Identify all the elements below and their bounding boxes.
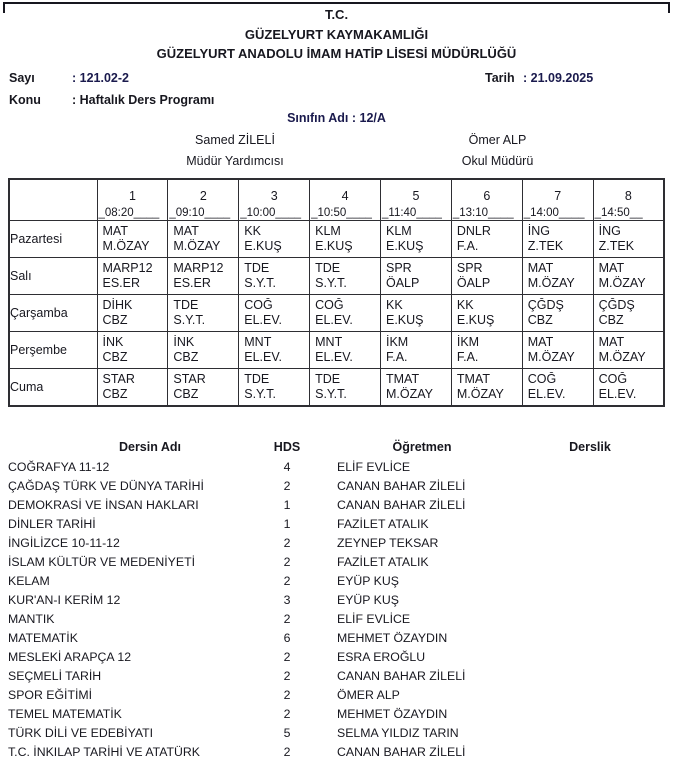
lesson-cell — [451, 332, 522, 369]
course-teacher: ELİF EVLİCE — [337, 611, 411, 626]
course-teacher: SELMA YILDIZ TARIN — [337, 725, 459, 740]
lesson-code: TMAT — [456, 372, 490, 386]
period-header-cell — [239, 179, 310, 221]
lesson-cell — [451, 221, 522, 258]
lesson-teacher: EL.EV. — [598, 387, 637, 401]
lesson-teacher: S.Y.T. — [315, 276, 347, 290]
principal-block — [400, 130, 595, 172]
period-header-cell — [97, 179, 168, 221]
vice-principal-name: Samed ZİLELİ — [195, 133, 275, 147]
lesson-cell — [97, 295, 168, 332]
lesson-teacher: S.Y.T. — [173, 313, 206, 327]
lesson-code: MAT — [102, 224, 128, 238]
lesson-code: TDE — [315, 261, 341, 275]
lesson-code: İNK — [102, 335, 124, 349]
course-row — [0, 609, 673, 628]
course-row — [0, 571, 673, 590]
course-teacher: EYÜP KUŞ — [337, 592, 399, 607]
vice-principal-title: Müdür Yardımcısı — [186, 154, 284, 168]
period-number: 5 — [412, 189, 420, 203]
tarih-label: Tarih — [485, 71, 515, 85]
lesson-cell — [593, 258, 664, 295]
course-name: COĞRAFYA 11-12 — [8, 459, 110, 474]
letterhead — [0, 5, 673, 64]
principal-title: Okul Müdürü — [461, 154, 534, 168]
konu-value: : Haftalık Ders Programı — [72, 93, 215, 107]
course-teacher: ÖMER ALP — [337, 687, 400, 702]
period-header-cell — [522, 179, 593, 221]
course-name: KELAM — [8, 573, 50, 588]
course-hds: 4 — [283, 459, 291, 474]
lesson-cell — [310, 369, 381, 407]
course-teacher: FAZİLET ATALIK — [337, 516, 429, 531]
course-list-headers — [0, 437, 673, 457]
course-hds: 3 — [283, 592, 291, 607]
lesson-teacher: F.A. — [456, 350, 479, 364]
lesson-code: TDE — [244, 261, 270, 275]
lesson-code: KLM — [386, 224, 412, 238]
lesson-code: MNT — [315, 335, 343, 349]
course-name: MATEMATİK — [8, 630, 78, 645]
lesson-code: COĞ — [598, 372, 628, 386]
course-teacher: FAZİLET ATALIK — [337, 554, 429, 569]
period-header-cell — [381, 179, 452, 221]
lesson-code: ÇĞDŞ — [527, 298, 564, 312]
authority-line: GÜZELYURT KAYMAKAMLIĞI — [244, 26, 429, 42]
lesson-teacher: E.KUŞ — [456, 313, 495, 327]
course-row — [0, 742, 673, 761]
tarih-value: : 21.09.2025 — [523, 71, 594, 85]
republic-line: T.C. — [324, 7, 349, 22]
timetable-corner-cell — [9, 179, 97, 221]
course-row — [0, 457, 673, 476]
lesson-code: TMAT — [386, 372, 420, 386]
course-hds: 2 — [283, 478, 291, 493]
course-hds: 2 — [283, 706, 291, 721]
lesson-teacher: CBZ — [173, 387, 199, 401]
lesson-cell — [239, 221, 310, 258]
lesson-teacher: F.A. — [456, 239, 479, 253]
weekly-timetable — [8, 178, 665, 407]
lesson-teacher: CBZ — [598, 313, 624, 327]
course-hds: 2 — [283, 687, 291, 702]
day-row — [9, 369, 664, 407]
course-row — [0, 533, 673, 552]
course-teacher: CANAN BAHAR ZİLELİ — [337, 744, 466, 759]
principal-name: Ömer ALP — [468, 133, 527, 147]
lesson-cell — [593, 295, 664, 332]
period-start-time: _09:10____ — [169, 207, 231, 219]
lesson-teacher: M.ÖZAY — [598, 276, 646, 290]
lesson-code: İKM — [456, 335, 480, 349]
course-name: KUR'AN-I KERİM 12 — [8, 592, 121, 607]
lesson-code: İNK — [173, 335, 195, 349]
lesson-teacher: CBZ — [527, 313, 553, 327]
institution-line: GÜZELYURT ANADOLU İMAM HATİP LİSESİ MÜDÜRLÜĞÜ — [156, 46, 517, 61]
lesson-cell — [239, 369, 310, 407]
course-teacher: EYÜP KUŞ — [337, 573, 399, 588]
lesson-code: DİHK — [102, 298, 133, 312]
lesson-teacher: ÖALP — [386, 276, 420, 290]
course-row — [0, 552, 673, 571]
lesson-code: ÇĞDŞ — [598, 298, 635, 312]
lesson-code: TDE — [244, 372, 270, 386]
lesson-cell — [593, 221, 664, 258]
course-teacher: ZEYNEP TEKSAR — [337, 535, 439, 550]
sayi-row — [9, 71, 129, 85]
day-label: Salı — [9, 258, 97, 295]
lesson-teacher: CBZ — [102, 350, 128, 364]
lesson-teacher: EL.EV. — [527, 387, 566, 401]
lesson-code: KLM — [315, 224, 341, 238]
period-number: 2 — [199, 189, 207, 203]
day-row — [9, 258, 664, 295]
teacher-header: Öğretmen — [392, 440, 452, 454]
konu-label: Konu — [9, 93, 41, 107]
period-start-time: _14:00____ — [523, 207, 585, 219]
lesson-cell — [381, 369, 452, 407]
lesson-code: KK — [244, 224, 261, 238]
lesson-cell — [451, 258, 522, 295]
course-hds: 2 — [283, 744, 291, 759]
lesson-code: MAT — [598, 261, 625, 275]
course-row — [0, 514, 673, 533]
lesson-teacher: M.ÖZAY — [527, 350, 575, 364]
course-row — [0, 628, 673, 647]
lesson-code: STAR — [173, 372, 206, 386]
course-list — [0, 437, 673, 761]
lesson-teacher: M.ÖZAY — [598, 350, 646, 364]
course-row — [0, 476, 673, 495]
lesson-teacher: Z.TEK — [527, 239, 564, 253]
period-start-time: _14:50__ — [594, 207, 643, 219]
course-hds: 2 — [283, 573, 291, 588]
day-label: Cuma — [9, 369, 97, 407]
hds-header: HDS — [273, 440, 301, 454]
course-name: SEÇMELİ TARİH — [8, 668, 102, 683]
lesson-code: SPR — [386, 261, 412, 275]
course-name: TEMEL MATEMATİK — [8, 706, 122, 721]
course-hds: 2 — [283, 611, 291, 626]
lesson-code: İKM — [386, 335, 409, 349]
course-teacher: ELİF EVLİCE — [337, 459, 411, 474]
lesson-cell — [97, 258, 168, 295]
konu-row — [9, 93, 214, 107]
tarih-row — [485, 71, 593, 85]
lesson-cell — [310, 295, 381, 332]
course-row — [0, 685, 673, 704]
course-row — [0, 723, 673, 742]
lesson-cell — [168, 295, 239, 332]
lesson-code: KK — [386, 298, 403, 312]
class-name-line: Sınıfın Adı : 12/A — [287, 111, 386, 125]
period-number: 8 — [624, 189, 632, 203]
lesson-teacher: M.ÖZAY — [386, 387, 433, 401]
period-number: 6 — [483, 189, 491, 203]
day-label: Pazartesi — [9, 221, 97, 258]
lesson-teacher: ES.ER — [102, 276, 141, 290]
lesson-teacher: M.ÖZAY — [102, 239, 150, 253]
lesson-teacher: EL.EV. — [244, 313, 283, 327]
lesson-code: İNG — [598, 224, 621, 238]
lesson-teacher: Z.TEK — [598, 239, 635, 253]
lesson-cell — [451, 369, 522, 407]
lesson-cell — [310, 258, 381, 295]
course-row — [0, 495, 673, 514]
course-rows-container — [0, 457, 673, 761]
lesson-teacher: ÖALP — [456, 276, 491, 290]
lesson-code: STAR — [102, 372, 135, 386]
lesson-code: MNT — [244, 335, 272, 349]
period-start-time: _10:00____ — [240, 207, 302, 219]
period-header-cell — [310, 179, 381, 221]
lesson-teacher: F.A. — [386, 350, 408, 364]
lesson-cell — [381, 258, 452, 295]
lesson-code: İNG — [527, 224, 550, 238]
lesson-cell — [168, 332, 239, 369]
lesson-code: TDE — [315, 372, 341, 386]
course-teacher: ESRA EROĞLU — [337, 649, 426, 664]
lesson-teacher: M.ÖZAY — [456, 387, 504, 401]
course-name: ÇAĞDAŞ TÜRK VE DÜNYA TARİHİ — [8, 478, 204, 493]
lesson-cell — [593, 369, 664, 407]
day-row — [9, 221, 664, 258]
course-name: MESLEKİ ARAPÇA 12 — [8, 649, 132, 664]
lesson-code: KK — [456, 298, 474, 312]
course-teacher: CANAN BAHAR ZİLELİ — [337, 497, 466, 512]
lesson-teacher: E.KUŞ — [315, 239, 353, 253]
lesson-code: MAT — [527, 335, 554, 349]
course-name: TÜRK DİLİ VE EDEBİYATI — [8, 725, 154, 740]
lesson-cell — [522, 332, 593, 369]
period-start-time: _10:50____ — [311, 207, 372, 219]
lesson-teacher: CBZ — [102, 313, 128, 327]
course-name: DİNLER TARİHİ — [8, 516, 96, 531]
course-hds: 5 — [283, 725, 291, 740]
lesson-code: TDE — [173, 298, 199, 312]
course-hds: 6 — [283, 630, 291, 645]
period-header-row — [9, 179, 664, 221]
lesson-code: SPR — [456, 261, 483, 275]
lesson-teacher: EL.EV. — [315, 350, 353, 364]
lesson-cell — [239, 258, 310, 295]
lesson-code: COĞ — [527, 372, 557, 386]
lesson-code: COĞ — [315, 298, 344, 312]
lesson-teacher: S.Y.T. — [315, 387, 347, 401]
period-number: 3 — [270, 189, 278, 203]
lesson-cell — [593, 332, 664, 369]
lesson-cell — [522, 295, 593, 332]
course-row — [0, 590, 673, 609]
period-start-time: _08:20____ — [98, 207, 160, 219]
course-teacher: CANAN BAHAR ZİLELİ — [337, 478, 466, 493]
lesson-code: MAT — [173, 224, 199, 238]
lesson-cell — [239, 295, 310, 332]
lesson-code: MAT — [527, 261, 554, 275]
lesson-cell — [97, 369, 168, 407]
lesson-cell — [239, 332, 310, 369]
lesson-teacher: CBZ — [102, 387, 128, 401]
sayi-value: : 121.02-2 — [72, 71, 129, 85]
lesson-code: COĞ — [244, 298, 273, 312]
lesson-teacher: EL.EV. — [244, 350, 283, 364]
period-number: 1 — [128, 189, 136, 203]
period-start-time: _11:40____ — [382, 207, 442, 219]
course-teacher: MEHMET ÖZAYDIN — [337, 630, 448, 645]
course-name: T.C. İNKILAP TARİHİ VE ATATÜRK — [8, 744, 201, 759]
lesson-teacher: CBZ — [173, 350, 199, 364]
lesson-teacher: M.ÖZAY — [173, 239, 221, 253]
course-row — [0, 647, 673, 666]
course-name: MANTIK — [8, 611, 55, 626]
period-header-cell — [168, 179, 239, 221]
lesson-cell — [522, 258, 593, 295]
lesson-teacher: E.KUŞ — [244, 239, 282, 253]
course-row — [0, 666, 673, 685]
course-hds: 2 — [283, 535, 291, 550]
lesson-cell — [168, 369, 239, 407]
course-name-header: Dersin Adı — [118, 440, 182, 454]
lesson-code: MARP12 — [173, 261, 224, 275]
period-number: 4 — [341, 189, 349, 203]
day-label: Çarşamba — [9, 295, 97, 332]
course-row — [0, 704, 673, 723]
lesson-teacher: S.Y.T. — [244, 276, 276, 290]
lesson-teacher: M.ÖZAY — [527, 276, 575, 290]
vice-principal-block — [95, 130, 375, 172]
lesson-cell — [310, 332, 381, 369]
course-hds: 2 — [283, 554, 291, 569]
lesson-teacher: ES.ER — [173, 276, 211, 290]
lesson-teacher: EL.EV. — [315, 313, 353, 327]
lesson-cell — [381, 295, 452, 332]
lesson-teacher: E.KUŞ — [386, 239, 424, 253]
room-header: Derslik — [569, 440, 611, 454]
course-teacher: CANAN BAHAR ZİLELİ — [337, 668, 466, 683]
course-teacher: MEHMET ÖZAYDIN — [337, 706, 448, 721]
course-name: İNGİLİZCE 10-11-12 — [8, 535, 120, 550]
period-start-time: _13:10____ — [452, 207, 514, 219]
course-hds: 1 — [283, 497, 291, 512]
day-row — [9, 295, 664, 332]
course-name: DEMOKRASİ VE İNSAN HAKLARI — [8, 497, 199, 512]
course-hds: 1 — [283, 516, 291, 531]
lesson-teacher: E.KUŞ — [386, 313, 424, 327]
lesson-cell — [97, 221, 168, 258]
course-name: İSLAM KÜLTÜR VE MEDENİYETİ — [8, 554, 195, 569]
lesson-code: DNLR — [456, 224, 491, 238]
period-header-cell — [451, 179, 522, 221]
lesson-cell — [522, 221, 593, 258]
lesson-cell — [381, 332, 452, 369]
lesson-cell — [97, 332, 168, 369]
lesson-cell — [168, 258, 239, 295]
course-name: SPOR EĞİTİMİ — [8, 687, 93, 702]
lesson-code: MAT — [598, 335, 625, 349]
lesson-cell — [381, 221, 452, 258]
sayi-label: Sayı — [9, 71, 35, 85]
day-label: Perşembe — [9, 332, 97, 369]
course-hds: 2 — [283, 649, 291, 664]
lesson-cell — [310, 221, 381, 258]
lesson-teacher: S.Y.T. — [244, 387, 276, 401]
period-number: 7 — [554, 189, 562, 203]
lesson-cell — [168, 221, 239, 258]
lesson-cell — [451, 295, 522, 332]
course-hds: 2 — [283, 668, 291, 683]
lesson-cell — [522, 369, 593, 407]
period-header-cell — [593, 179, 664, 221]
day-row — [9, 332, 664, 369]
lesson-code: MARP12 — [102, 261, 153, 275]
